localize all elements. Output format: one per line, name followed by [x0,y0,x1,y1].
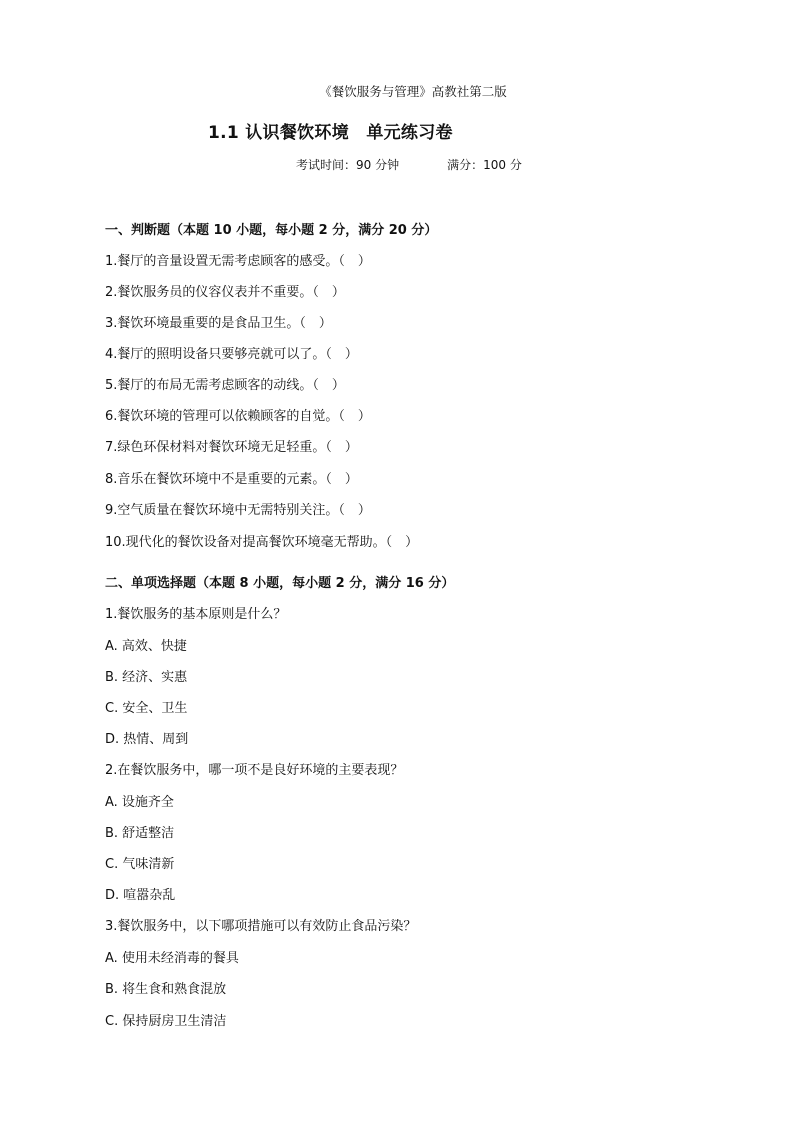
page-title: 1.1 认识餐饮环境 单元练习卷 [208,123,453,143]
question-item: 10.现代化的餐饮设备对提高餐饮环境毫无帮助。（ ） [105,535,419,550]
answer-option: D. 热情、周到 [105,732,189,747]
question-item: 2.餐饮服务员的仪容仪表并不重要。（ ） [105,285,345,300]
question-item: 6.餐饮环境的管理可以依赖顾客的自觉。（ ） [105,409,371,424]
question-stem: 3.餐饮服务中，以下哪项措施可以有效防止食品污染？ [105,919,417,934]
answer-option: A. 使用未经消毒的餐具 [105,951,239,966]
section-heading-single-choice: 二、单项选择题（本题 8 小题，每小题 2 分，满分 16 分） [105,576,455,591]
answer-option: C. 气味清新 [105,857,175,872]
question-item: 9.空气质量在餐饮环境中无需特别关注。（ ） [105,503,371,518]
question-item: 1.餐厅的音量设置无需考虑顾客的感受。（ ） [105,254,371,269]
exam-meta [296,156,522,173]
question-stem: 1.餐饮服务的基本原则是什么？ [105,607,287,622]
answer-option: B. 将生食和熟食混放 [105,982,227,997]
answer-option: C. 安全、卫生 [105,701,188,716]
document-subtitle: 《餐饮服务与管理》高教社第二版 [319,84,507,99]
full-score: 满分：100 分 [447,158,522,172]
answer-option: C. 保持厨房卫生清洁 [105,1014,227,1029]
question-item: 4.餐厅的照明设备只要够亮就可以了。（ ） [105,347,358,362]
answer-option: B. 经济、实惠 [105,670,188,685]
question-item: 8.音乐在餐饮环境中不是重要的元素。（ ） [105,472,358,487]
answer-option: A. 高效、快捷 [105,639,187,654]
exam-time: 考试时间：90 分钟 [296,158,400,172]
section-heading-true-false: 一、判断题（本题 10 小题，每小题 2 分，满分 20 分） [105,223,438,238]
answer-option: A. 设施齐全 [105,795,174,810]
answer-option: D. 喧嚣杂乱 [105,888,176,903]
question-stem: 2.在餐饮服务中，哪一项不是良好环境的主要表现？ [105,763,404,778]
answer-option: B. 舒适整洁 [105,826,175,841]
question-item: 5.餐厅的布局无需考虑顾客的动线。（ ） [105,378,345,393]
question-item: 7.绿色环保材料对餐饮环境无足轻重。（ ） [105,440,358,455]
question-item: 3.餐饮环境最重要的是食品卫生。（ ） [105,316,332,331]
